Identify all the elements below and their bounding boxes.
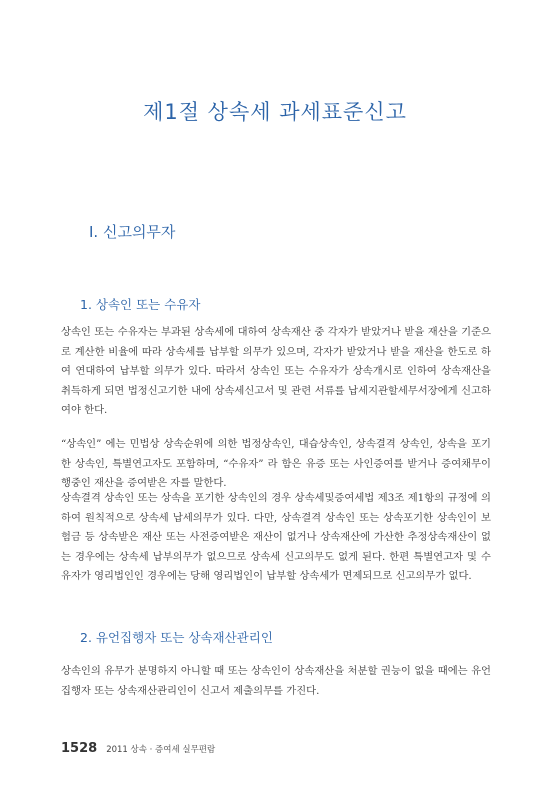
subsection-title-executor: 2. 유언집행자 또는 상속재산관리인 bbox=[80, 630, 273, 645]
paragraph-executor-duty: 상속인의 유무가 분명하지 아니할 때 또는 상속인이 상속재산을 처분할 권능이 없을 때에는 유언집행자 또는 상속재산관리인이 신고서 제출의무를 가진다. bbox=[61, 665, 491, 697]
paragraph-heir-duty: 상속인 또는 수유자는 부과된 상속세에 대하여 상속재산 중 각자가 받았거나 받을 재산을 기준으로 계산한 비율에 따라 상속세를 납부할 의무가 있으며, 각자가 받았거나 받을 재산을 한도로 하여 연대하여 납부할 의무가 있다. 따라서 상속인 또는 수유자가 상속개시로 인하여 상속재산을 취득하게 되면 법정신고기한 내에 상속세신고서 및 관련 서류를 납세지관할세무서장에게 신고하여야 한다. bbox=[61, 326, 491, 417]
chapter-title: 제1절 상속세 과세표준신고 bbox=[143, 100, 407, 124]
paragraph-heir-definition: “상속인” 에는 민법상 상속순위에 의한 법정상속인, 대습상속인, 상속결격 상속인, 상속을 포기한 상속인, 특별연고자도 포함하며, “수유자” 라 함은 유증 또는 사인증여를 받거나 증여채무이행중인 재산을 증여받은 자를 말한다. bbox=[61, 438, 491, 490]
subsection-title-heir: 1. 상속인 또는 수유자 bbox=[80, 297, 201, 312]
paragraph-disqualified-heir: 상속결격 상속인 또는 상속을 포기한 상속인의 경우 상속세및증여세법 제3조 제1항의 규정에 의하여 원칙적으로 상속세 납세의무가 있다. 다만, 상속결격 상속인 또는 상속포기한 상속인이 보험금 등 상속받은 재산 또는 사전증여받은 재산이 없거나 상속재산에 가산한 추정상속재산이 없는 경우에는 상속세 납부의무가 없으므로 상속세 신고의무도 없게 된다. 한편 특별연고자 및 수유자가 영리법인인 경우에는 당해 영리법인이 납부할 상속세가 면제되므로 신고의무가 없다. bbox=[61, 492, 491, 583]
section-title: Ⅰ. 신고의무자 bbox=[89, 223, 176, 241]
page-footer bbox=[61, 741, 215, 756]
running-title: 2011 상속 · 증여세 실무편람 bbox=[106, 745, 216, 755]
page-number: 1528 bbox=[61, 741, 98, 756]
